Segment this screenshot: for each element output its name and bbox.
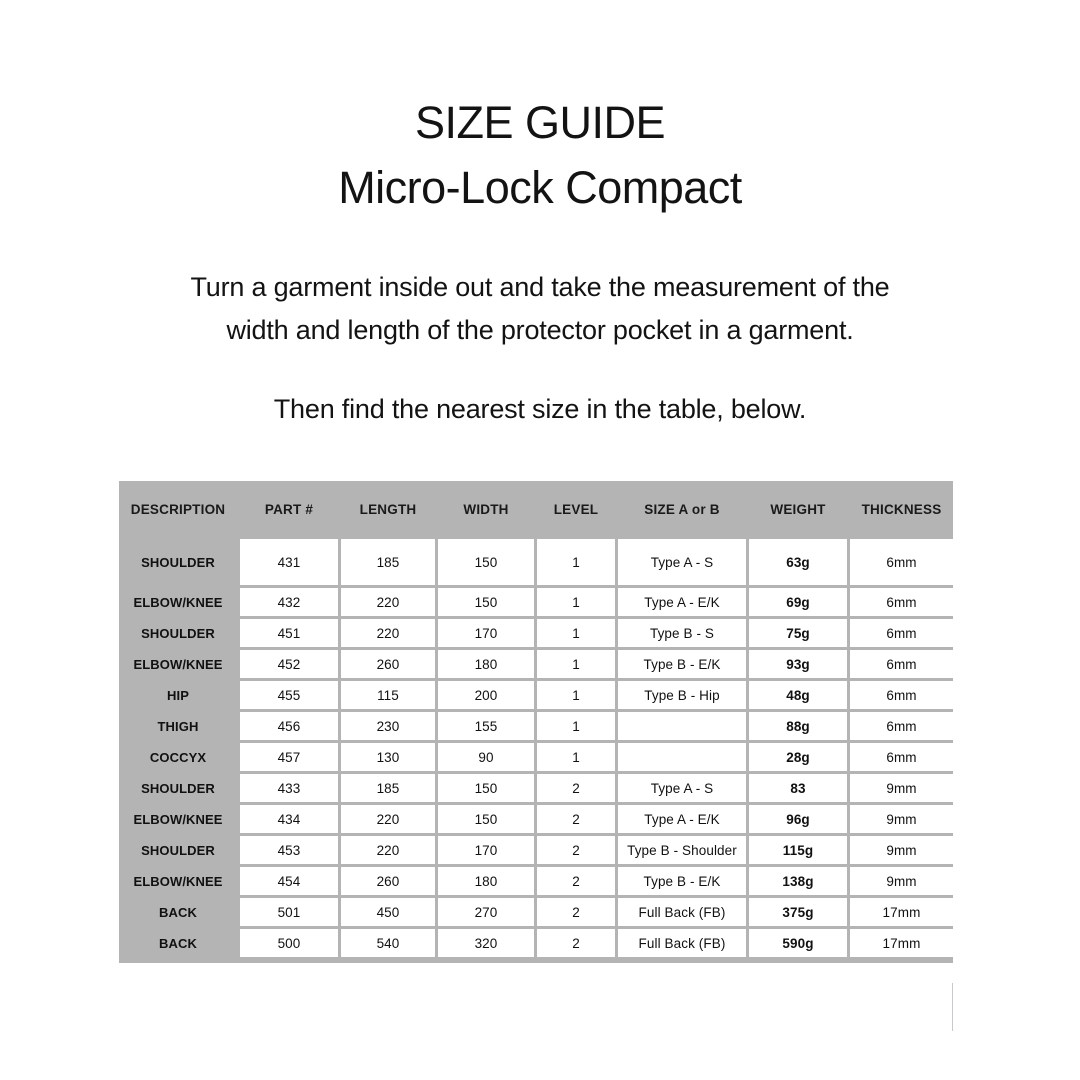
table-cell: 220 (341, 836, 435, 864)
table-cell: 93g (749, 650, 847, 678)
table-cell: 540 (341, 929, 435, 957)
table-cell: Full Back (FB) (618, 929, 746, 957)
row-description: BACK (159, 935, 197, 951)
row-description: ELBOW/KNEE (133, 873, 223, 889)
table-cell: Type A - E/K (618, 805, 746, 833)
table-cell: 1 (537, 743, 615, 771)
column-header-description: DESCRIPTION (130, 502, 226, 517)
table-cell: 69g (749, 588, 847, 616)
table-cell: 185 (341, 774, 435, 802)
table-cell: 1 (537, 650, 615, 678)
size-table (119, 481, 953, 957)
table-cell: 1 (537, 619, 615, 647)
table-cell: 220 (341, 805, 435, 833)
table-cell: 6mm (850, 619, 953, 647)
table-cell: 270 (438, 898, 534, 926)
table-cell: 260 (341, 867, 435, 895)
table-cell: Type A - S (618, 774, 746, 802)
table-cell: 180 (438, 867, 534, 895)
table-cell: 9mm (850, 836, 953, 864)
table-cell: 456 (240, 712, 338, 740)
table-cell: 2 (537, 836, 615, 864)
table-cell: 453 (240, 836, 338, 864)
table-cell: 83 (749, 774, 847, 802)
table-cell: 220 (341, 588, 435, 616)
table-cell: 9mm (850, 774, 953, 802)
table-cell: 220 (341, 619, 435, 647)
table-cell: Type A - S (618, 539, 746, 585)
row-description: ELBOW/KNEE (133, 656, 223, 672)
table-cell: 2 (537, 867, 615, 895)
table-cell: 88g (749, 712, 847, 740)
table-cell: 1 (537, 539, 615, 585)
table-cell: Type B - E/K (618, 650, 746, 678)
table-cell: 6mm (850, 681, 953, 709)
table-cell: 260 (341, 650, 435, 678)
table-cell: 150 (438, 539, 534, 585)
table-cell: 75g (749, 619, 847, 647)
table-cell: 455 (240, 681, 338, 709)
table-cell: 454 (240, 867, 338, 895)
table-cell: 138g (749, 867, 847, 895)
column-header-thickness: THICKNESS (861, 502, 942, 517)
table-cell: 501 (240, 898, 338, 926)
table-cell: 2 (537, 774, 615, 802)
instruction-line-1: Turn a garment inside out and take the measurement of the (190, 272, 890, 302)
row-description: SHOULDER (141, 554, 215, 570)
table-cell (618, 712, 746, 740)
table-cell: 450 (341, 898, 435, 926)
size-table-panel (119, 481, 953, 963)
title-line-2: Micro-Lock Compact (338, 162, 742, 213)
table-cell: 115g (749, 836, 847, 864)
table-cell: 170 (438, 619, 534, 647)
table-cell: 6mm (850, 743, 953, 771)
table-cell: Full Back (FB) (618, 898, 746, 926)
table-cell: 180 (438, 650, 534, 678)
table-cell: 115 (341, 681, 435, 709)
title-line-1: SIZE GUIDE (414, 97, 666, 148)
table-cell: 28g (749, 743, 847, 771)
table-cell: 451 (240, 619, 338, 647)
table-cell: Type A - E/K (618, 588, 746, 616)
stray-border-line (952, 983, 953, 1031)
table-cell: 170 (438, 836, 534, 864)
table-cell (618, 743, 746, 771)
table-cell: 1 (537, 588, 615, 616)
page-title (0, 90, 1080, 220)
table-cell: 6mm (850, 588, 953, 616)
row-description: ELBOW/KNEE (133, 594, 223, 610)
table-cell: 6mm (850, 650, 953, 678)
table-cell: 230 (341, 712, 435, 740)
table-cell: 500 (240, 929, 338, 957)
column-header-length: LENGTH (359, 502, 417, 517)
column-header-weight: WEIGHT (770, 502, 826, 517)
measurement-instructions (0, 266, 1080, 352)
row-description: ELBOW/KNEE (133, 811, 223, 827)
table-cell: 9mm (850, 805, 953, 833)
table-cell: 2 (537, 929, 615, 957)
table-cell: 590g (749, 929, 847, 957)
row-description: SHOULDER (141, 842, 215, 858)
table-cell: 155 (438, 712, 534, 740)
row-description: COCCYX (149, 749, 207, 765)
table-cell: 6mm (850, 712, 953, 740)
row-description: SHOULDER (141, 625, 215, 641)
table-cell: 63g (749, 539, 847, 585)
table-cell: 2 (537, 805, 615, 833)
table-cell: 150 (438, 588, 534, 616)
table-cell: 432 (240, 588, 338, 616)
table-cell: 17mm (850, 929, 953, 957)
row-description: HIP (167, 687, 189, 703)
table-cell: 434 (240, 805, 338, 833)
table-cell: 1 (537, 681, 615, 709)
table-cell: 9mm (850, 867, 953, 895)
column-header-width: WIDTH (463, 502, 509, 517)
table-cell: 431 (240, 539, 338, 585)
table-cell: Type B - S (618, 619, 746, 647)
column-header-part: PART # (264, 502, 314, 517)
table-cell: 96g (749, 805, 847, 833)
table-cell: 1 (537, 712, 615, 740)
instruction-line-2: width and length of the protector pocket in a garment. (226, 315, 854, 345)
row-description: SHOULDER (141, 780, 215, 796)
row-description: THIGH (157, 718, 199, 734)
table-cell: 17mm (850, 898, 953, 926)
table-cell: 2 (537, 898, 615, 926)
find-size-instruction: Then find the nearest size in the table, below. (273, 394, 807, 424)
table-cell: 433 (240, 774, 338, 802)
table-cell: 320 (438, 929, 534, 957)
table-cell: 457 (240, 743, 338, 771)
table-cell: 375g (749, 898, 847, 926)
table-cell: 200 (438, 681, 534, 709)
table-cell: 90 (438, 743, 534, 771)
table-cell: Type B - E/K (618, 867, 746, 895)
table-cell: 6mm (850, 539, 953, 585)
table-cell: 150 (438, 774, 534, 802)
row-description: BACK (159, 904, 197, 920)
column-header-size-a-or-b: SIZE A or B (644, 502, 720, 517)
table-cell: Type B - Shoulder (618, 836, 746, 864)
table-cell: 185 (341, 539, 435, 585)
table-cell: 130 (341, 743, 435, 771)
table-cell: Type B - Hip (618, 681, 746, 709)
table-cell: 48g (749, 681, 847, 709)
column-header-level: LEVEL (553, 502, 599, 517)
table-cell: 150 (438, 805, 534, 833)
table-cell: 452 (240, 650, 338, 678)
